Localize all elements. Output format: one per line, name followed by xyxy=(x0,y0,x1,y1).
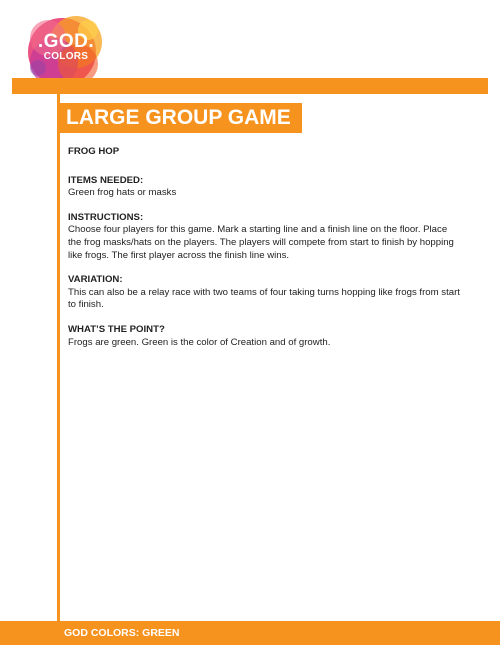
footer-label: GOD COLORS: GREEN xyxy=(64,627,180,639)
game-content xyxy=(68,146,460,361)
section-text: Green frog hats or masks xyxy=(68,187,177,199)
section-heading: ITEMS NEEDED: xyxy=(68,174,144,186)
left-accent-rule xyxy=(57,94,60,621)
page-title: LARGE GROUP GAME xyxy=(60,103,302,133)
top-accent-bar xyxy=(12,78,488,94)
section-text: Frogs are green. Green is the color of Creation and of growth. xyxy=(68,336,331,348)
section-text: This can also be a relay race with two teams of four taking turns hopping like frogs from start to finish. xyxy=(68,286,460,311)
logo-text-god: .GOD. xyxy=(37,31,95,52)
footer-bar xyxy=(0,621,500,645)
section-text: Choose four players for this game. Mark a starting line and a finish line on the floor. Place the frog masks/hats on the players. The players will compete from start to finish by hopping like frogs. The first player across the finish line wins. xyxy=(68,224,454,261)
game-name: FROG HOP xyxy=(68,146,120,157)
section-heading: WHAT’S THE POINT? xyxy=(68,323,165,335)
logo-text-colors: COLORS xyxy=(43,51,89,62)
section-heading: VARIATION: xyxy=(68,274,123,286)
section-variation xyxy=(68,274,460,312)
section-items-needed xyxy=(68,175,460,200)
section-heading: INSTRUCTIONS: xyxy=(68,211,144,223)
section-instructions xyxy=(68,212,460,262)
section-whats-the-point xyxy=(68,324,460,349)
